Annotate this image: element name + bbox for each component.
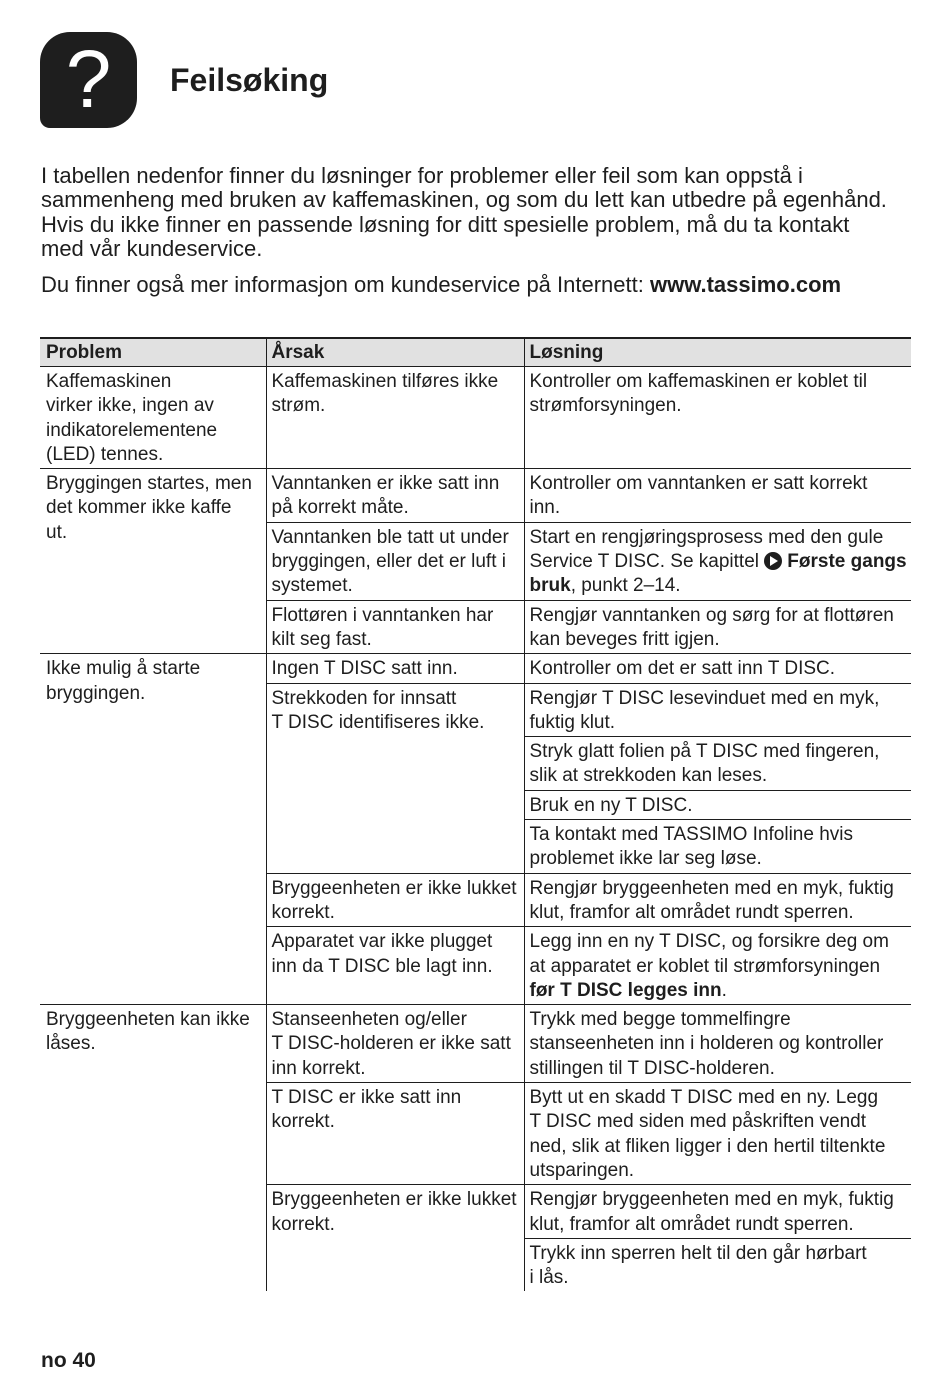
solution-cell: Trykk inn sperren helt til den går hørbart i lås. [529, 1242, 867, 1289]
cause-cell: Flottøren i vanntanken har kilt seg fast. [266, 600, 524, 654]
question-mark-glyph: ? [65, 34, 112, 125]
solution-cell: Bytt ut en skadd T DISC med en ny. Legg T DISC med siden med påskriften vendt ned, slik at fliken ligger i den hertil tiltenkte utsparingen. [524, 1083, 911, 1185]
problem-cell: Bryggeenheten kan ikke låses. [40, 1005, 266, 1292]
table-row [40, 367, 911, 469]
cause-cell: T DISC er ikke satt inn korrekt. [266, 1083, 524, 1185]
table-row [40, 654, 911, 683]
table-row [40, 1005, 911, 1083]
internet-info-text: Du finner også mer informasjon om kundeservice på Internett: [41, 272, 650, 297]
cause-cell: Kaffemaskinen tilføres ikke strøm. [266, 367, 524, 469]
solution-text: . [721, 979, 727, 1001]
solution-cell: Rengjør bryggeenheten med en myk, fuktig klut, framfor alt området rundt sperren. [524, 1185, 911, 1239]
question-mark-icon [40, 32, 137, 128]
cause-cell: Strekkoden for innsatt T DISC identifiseres ikke. [266, 683, 524, 873]
solution-text: , punkt 2–14. [570, 575, 681, 597]
solution-cell: Stryk glatt folien på T DISC med fingeren, slik at strekkoden kan leses. [524, 737, 911, 791]
solution-cell: Kontroller om kaffemaskinen er koblet til strømforsyningen. [524, 367, 911, 469]
solution-cell [524, 522, 911, 600]
cause-cell: Vanntanken ble tatt ut under bryggingen, eller det er luft i systemet. [266, 522, 524, 600]
problem-cell: Bryggingen startes, men det kommer ikke kaffe ut. [40, 469, 266, 654]
cause-cell: Ingen T DISC satt inn. [266, 654, 524, 683]
column-header-problem: Problem [40, 338, 266, 367]
page-number: no 40 [41, 1349, 96, 1372]
column-header-cause: Årsak [266, 338, 524, 367]
solution-cell: Ta kontakt med TASSIMO Infoline hvis problemet ikke lar seg løse. [524, 820, 911, 874]
solution-cell: Bruk en ny T DISC. [524, 790, 911, 819]
column-header-solution: Løsning [524, 338, 911, 367]
solution-text: Start en rengjøringsprosess med den gule Service T DISC. Se kapittel [529, 526, 884, 573]
solution-text: Legg inn en ny T DISC, og forsikre deg om at apparatet er koblet til strømforsyningen [529, 931, 889, 977]
play-circle-icon [764, 552, 782, 570]
problem-cell: Kaffemaskinen virker ikke, ingen av indikatorelementene (LED) tennes. [40, 367, 266, 469]
solution-cell: Rengjør T DISC lesevinduet med en myk, fuktig klut. [524, 683, 911, 737]
solution-cell [524, 927, 911, 1005]
troubleshooting-table [40, 337, 911, 1291]
solution-cell: Trykk med begge tommelfingre stanseenheten inn i holderen og kontroller stillingen til T DISC-holderen. [524, 1005, 911, 1083]
solution-cell: Kontroller om vanntanken er satt korrekt inn. [524, 469, 911, 523]
page-title: Feilsøking [170, 62, 329, 98]
cause-cell: Vanntanken er ikke satt inn på korrekt måte. [266, 469, 524, 523]
problem-cell: Ikke mulig å starte bryggingen. [40, 654, 266, 1005]
solution-cell: Kontroller om det er satt inn T DISC. [524, 654, 911, 683]
cause-cell: Bryggeenheten er ikke lukket korrekt. [266, 1185, 524, 1292]
internet-info [41, 273, 931, 297]
intro-paragraph: I tabellen nedenfor finner du løsninger for problemer eller feil som kan oppstå i sammenheng med bruken av kaffemaskinen, og som du lett kan utbedre på egenhånd. Hvis du ikke finner en passende løsning for ditt spesielle problem, må du ta kontakt med vår kundeservice. [41, 163, 887, 262]
cause-cell: Bryggeenheten er ikke lukket korrekt. [266, 873, 524, 927]
solution-cell: Rengjør bryggeenheten med en myk, fuktig klut, framfor alt området rundt sperren. [524, 873, 911, 927]
cause-cell: Stanseenheten og/eller T DISC-holderen er ikke satt inn korrekt. [266, 1005, 524, 1083]
table-row [40, 469, 911, 523]
solution-cell: Rengjør vanntanken og sørg for at flottøren kan beveges fritt igjen. [524, 600, 911, 654]
website-link: www.tassimo.com [649, 272, 842, 297]
solution-emphasis: før T DISC legges inn [529, 979, 722, 1001]
chapter-reference: Første gangs bruk [529, 551, 907, 597]
cause-cell: Apparatet var ikke plugget inn da T DISC ble lagt inn. [266, 927, 524, 1005]
table-header-row [40, 338, 911, 367]
